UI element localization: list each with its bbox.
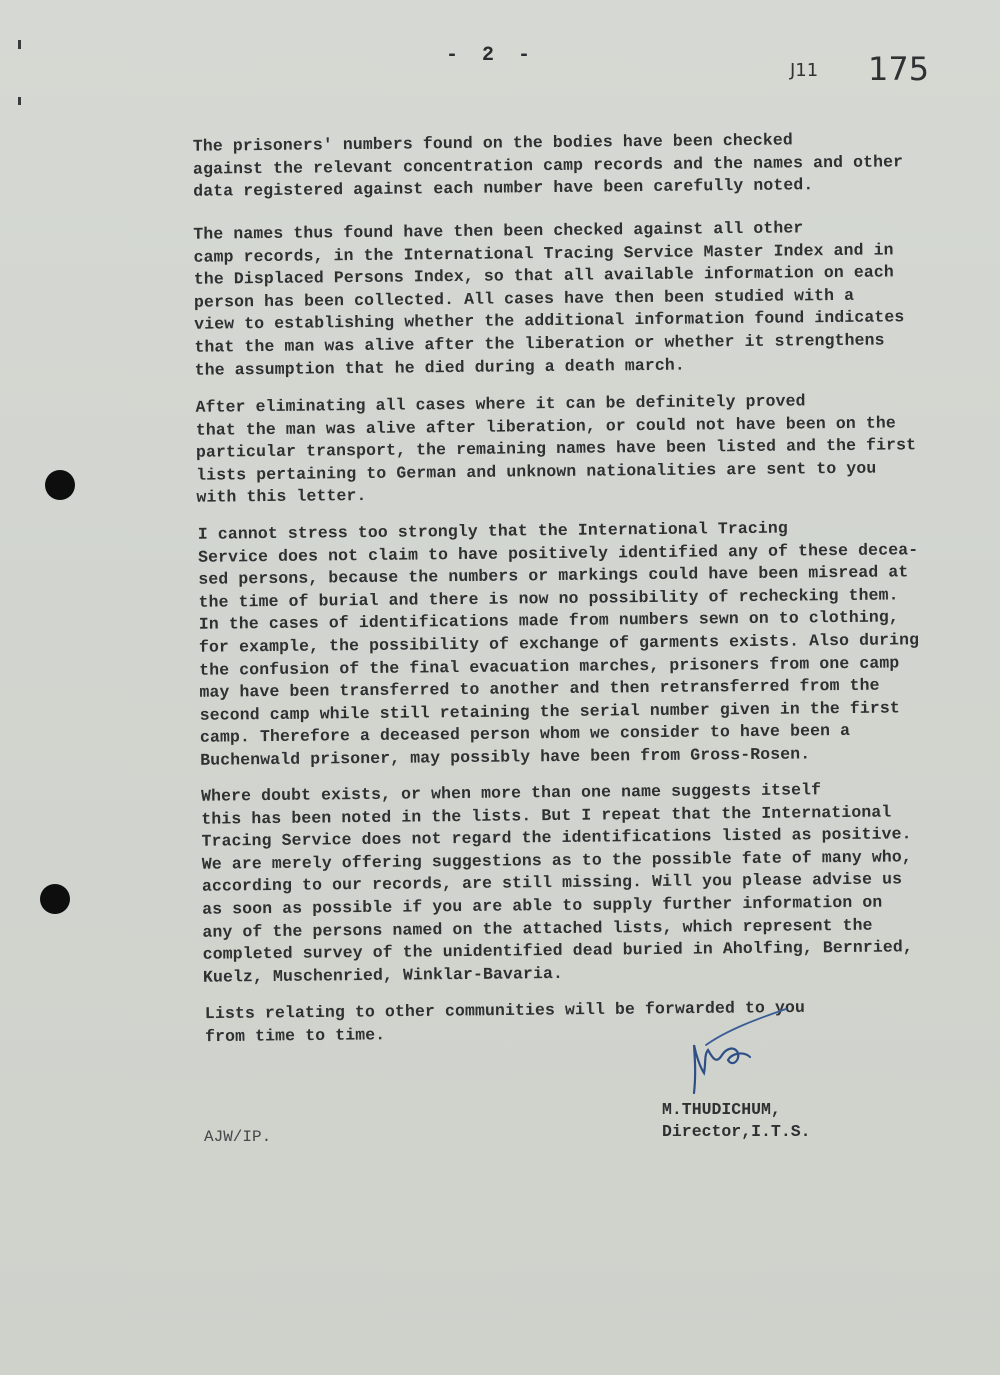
folio-number: 175 bbox=[868, 50, 930, 88]
paragraph-6: Lists relating to other communities will be forwarded to you from time to time. bbox=[204, 997, 806, 1046]
paragraph-5: Where doubt exists, or when more than one name suggests itself this has been noted in the lists. But I repeat that the International Tracing Service does not regard the identifications listed as positive. We are merely offering suggestions as to the possible fate of many who, according to our records, are still missing. Will you please advise us as soon as possible if you are able to supply further information on any of the persons named on the attached lists, which represent the completed survey of the unidentified dead buried in Aholfing, Bernried, Kuelz, Muschenried, Winklar-Bavaria. bbox=[200, 780, 913, 987]
edge-mark-top bbox=[18, 40, 21, 49]
handwritten-signature bbox=[682, 1005, 792, 1100]
signer-name: M.THUDICHUM, bbox=[662, 1100, 781, 1119]
punch-hole-upper bbox=[45, 470, 75, 500]
paragraph-2: The names thus found have then been checked against all other camp records, in the International Tracing Service Master Index and in the Displaced Persons Index, so that all available information on each person has been collected. All cases have then been studied with a view to establishing whether the additional information found indicates that the man was alive after the liberation or whether it strengthens the assumption that he died during a death march. bbox=[193, 218, 905, 380]
archive-stamp-mark: J11 bbox=[790, 60, 819, 81]
reference-initials: AJW/IP. bbox=[204, 1128, 272, 1146]
punch-hole-lower bbox=[40, 884, 70, 914]
paragraph-1: The prisoners' numbers found on the bodies have been checked against the relevant concentration camp records and the names and other data registered against each number have been carefully noted. bbox=[192, 130, 904, 201]
paragraph-3: After eliminating all cases where it can be definitely proved that the man was alive after liberation, or could not have been on the particular transport, the remaining names have been listed and the first lists pertaining to German and unknown nationalities are sent to you with this letter. bbox=[195, 391, 917, 508]
paragraph-4: I cannot stress too strongly that the International Tracing Service does not claim to have positively identified any of these decea- sed persons, because the numbers or markings could have been misread at the time of burial and there is now no possibility of rechecking them. In the cases of identifications made from numbers sewn on to clothing, for example, the possibility of exchange of garments exists. Also during the confusion of the final evacuation marches, prisoners from one camp may have been transferred to another and then retransferred from the second camp while still retaining the serial number given in the first camp. Therefore a deceased person whom we consider to have been a Buchenwald prisoner, may possibly have been from Gross-Rosen. bbox=[197, 518, 920, 770]
page-number: - 2 - bbox=[446, 44, 537, 67]
edge-mark-bottom bbox=[18, 97, 21, 105]
signer-title: Director,I.T.S. bbox=[662, 1122, 811, 1141]
